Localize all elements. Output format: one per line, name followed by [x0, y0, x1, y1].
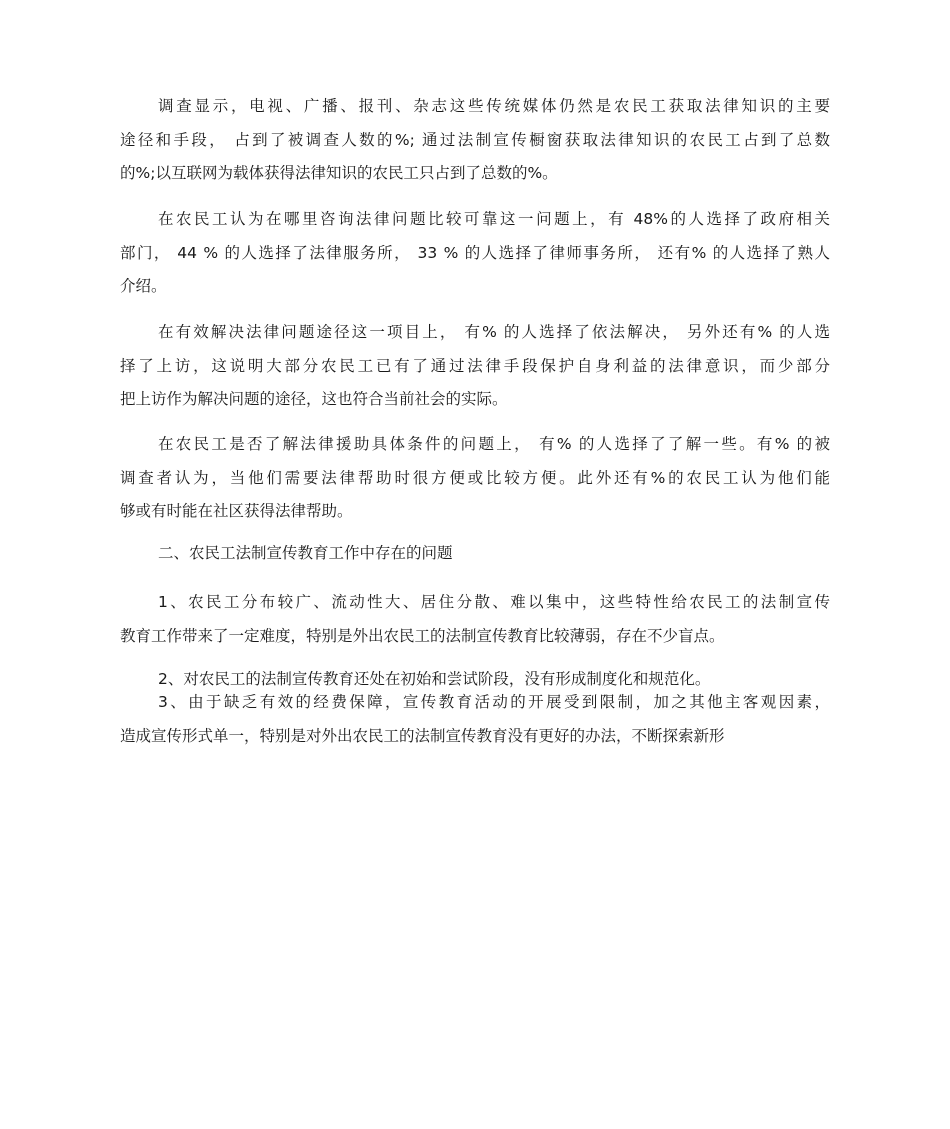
item-2-line-1: 2、对农民工的法制宣传教育还处在初始和尝试阶段，没有形成制度化和规范化。: [158, 670, 711, 688]
item-1-line-2: 教育工作带来了一定难度，特别是外出农民工的法制宣传教育比较薄弱，存在不少盲点。: [120, 627, 725, 645]
paragraph-1-line-1: 调查显示，电视、广播、报刊、杂志这些传统媒体仍然是农民工获取法律知识的主要: [158, 97, 830, 115]
paragraph-1-line-2: 途径和手段， 占到了被调查人数的%; 通过法制宣传橱窗获取法律知识的农民工占到了总数: [120, 131, 830, 149]
paragraph-2-line-3: 介绍。: [120, 277, 167, 295]
paragraph-2-line-1: 在农民工认为在哪里咨询法律问题比较可靠这一问题上，有 48%的人选择了政府相关: [158, 210, 830, 228]
item-3-line-1: 3、由于缺乏有效的经费保障，宣传教育活动的开展受到限制，加之其他主客观因素，: [158, 693, 830, 711]
item-1-line-1: 1、农民工分布较广、流动性大、居住分散、难以集中，这些特性给农民工的法制宣传: [158, 593, 830, 611]
paragraph-1-line-3: 的%;以互联网为载体获得法律知识的农民工只占到了总数的%。: [120, 164, 558, 182]
paragraph-2-line-2: 部门， 44 % 的人选择了法律服务所， 33 % 的人选择了律师事务所， 还有% 的人选择了熟人: [120, 244, 830, 262]
paragraph-4-line-1: 在农民工是否了解法律援助具体条件的问题上， 有% 的人选择了了解一些。有% 的被: [158, 435, 830, 453]
paragraph-4-line-3: 够或有时能在社区获得法律帮助。: [120, 502, 353, 520]
paragraph-3-line-2: 择了上访，这说明大部分农民工已有了通过法律手段保护自身利益的法律意识，而少部分: [120, 357, 830, 375]
paragraph-4-line-2: 调查者认为，当他们需要法律帮助时很方便或比较方便。此外还有%的农民工认为他们能: [120, 469, 830, 487]
item-3-line-2: 造成宣传形式单一，特别是对外出农民工的法制宣传教育没有更好的办法，不断探索新形: [120, 727, 725, 745]
paragraph-3-line-3: 把上访作为解决问题的途径，这也符合当前社会的实际。: [120, 390, 508, 408]
section-heading: 二、农民工法制宣传教育工作中存在的问题: [158, 544, 453, 562]
paragraph-3-line-1: 在有效解决法律问题途径这一项目上， 有% 的人选择了依法解决， 另外还有% 的人选: [158, 323, 830, 341]
